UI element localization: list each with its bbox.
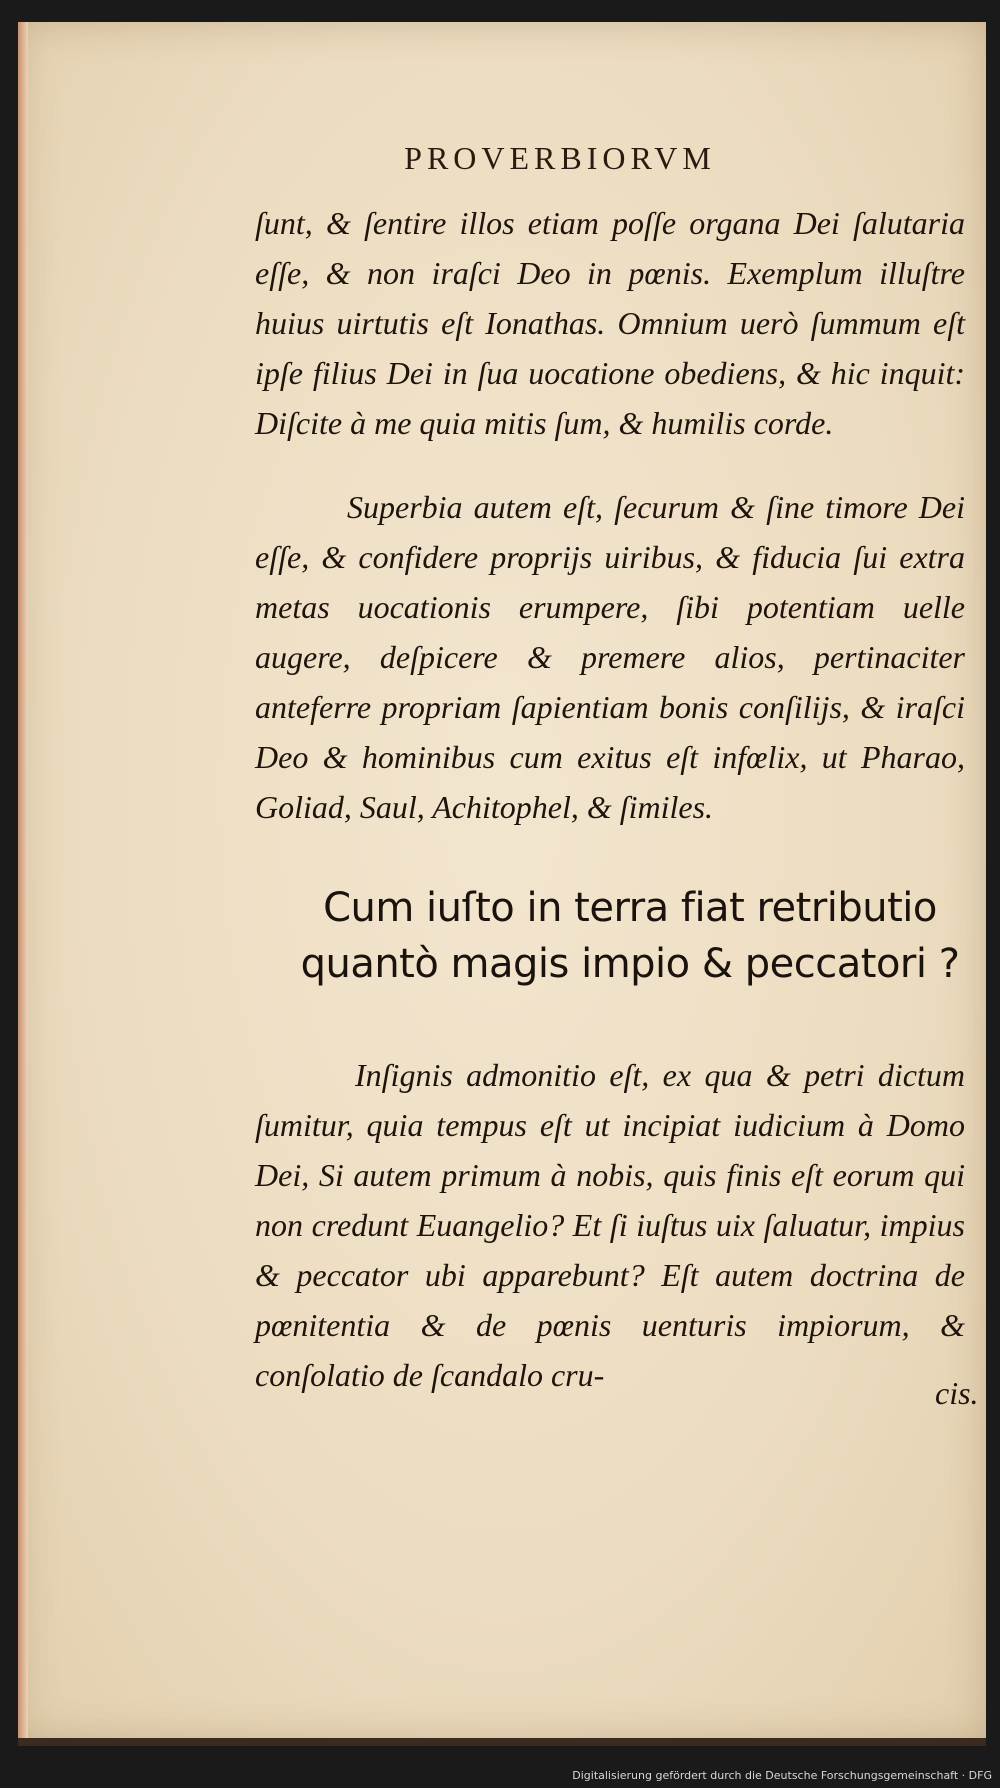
paragraph-3	[255, 1050, 965, 1400]
footer-credit: Digitalisierung gefördert durch die Deutsche Forschungsgemeinschaft · DFG	[572, 1769, 992, 1782]
paragraph-3-text: Inſignis admonitio eſt, ex qua & petri dictum ſumitur, quia tempus eſt ut incipiat iudicium à Domo Dei, Si autem primum à nobis, quis finis eſt eorum qui non credunt Euangelio? Et ſi iuſtus uix ſaluatur, impius & peccator ubi apparebunt? Eſt autem doctrina de pœnitentia & de pœnis uenturis impiorum, & conſolatio de ſcandalo cru-	[255, 1057, 965, 1393]
paragraph-1	[255, 198, 965, 448]
page-edge	[18, 22, 28, 1740]
paragraph-2-text: Superbia autem eſt, ſecurum & ſine timore Dei eſſe, & confidere proprijs uiribus, & fiducia ſui extra metas uocationis erumpere, ſibi potentiam uelle augere, deſpicere & premere alios, pertinaciter anteferre propriam ſapientiam bonis conſilijs, & iraſci Deo & hominibus cum exitus eſt infœlix, ut Pharao, Goliad, Saul, Achitophel, & ſimiles.	[255, 489, 965, 825]
running-head: PROVERBIORVM	[404, 140, 716, 176]
catchword: cis.	[935, 1375, 979, 1411]
section-heading: Cum iuſto in terra fiat retributio quantò magis impio & peccatori ?	[300, 885, 960, 987]
page-shadow	[18, 1738, 986, 1746]
paragraph-1-text: ſunt, & ſentire illos etiam poſſe organa Dei ſalutaria eſſe, & non iraſci Deo in pœnis. Exemplum illuſtre huius uirtutis eſt Ionathas. Omnium uerò ſummum eſt ipſe filius Dei in ſua uocatione obediens, & hic inquit: Diſcite à me quia mitis ſum, & humilis corde.	[255, 205, 965, 441]
paragraph-2	[255, 482, 965, 832]
